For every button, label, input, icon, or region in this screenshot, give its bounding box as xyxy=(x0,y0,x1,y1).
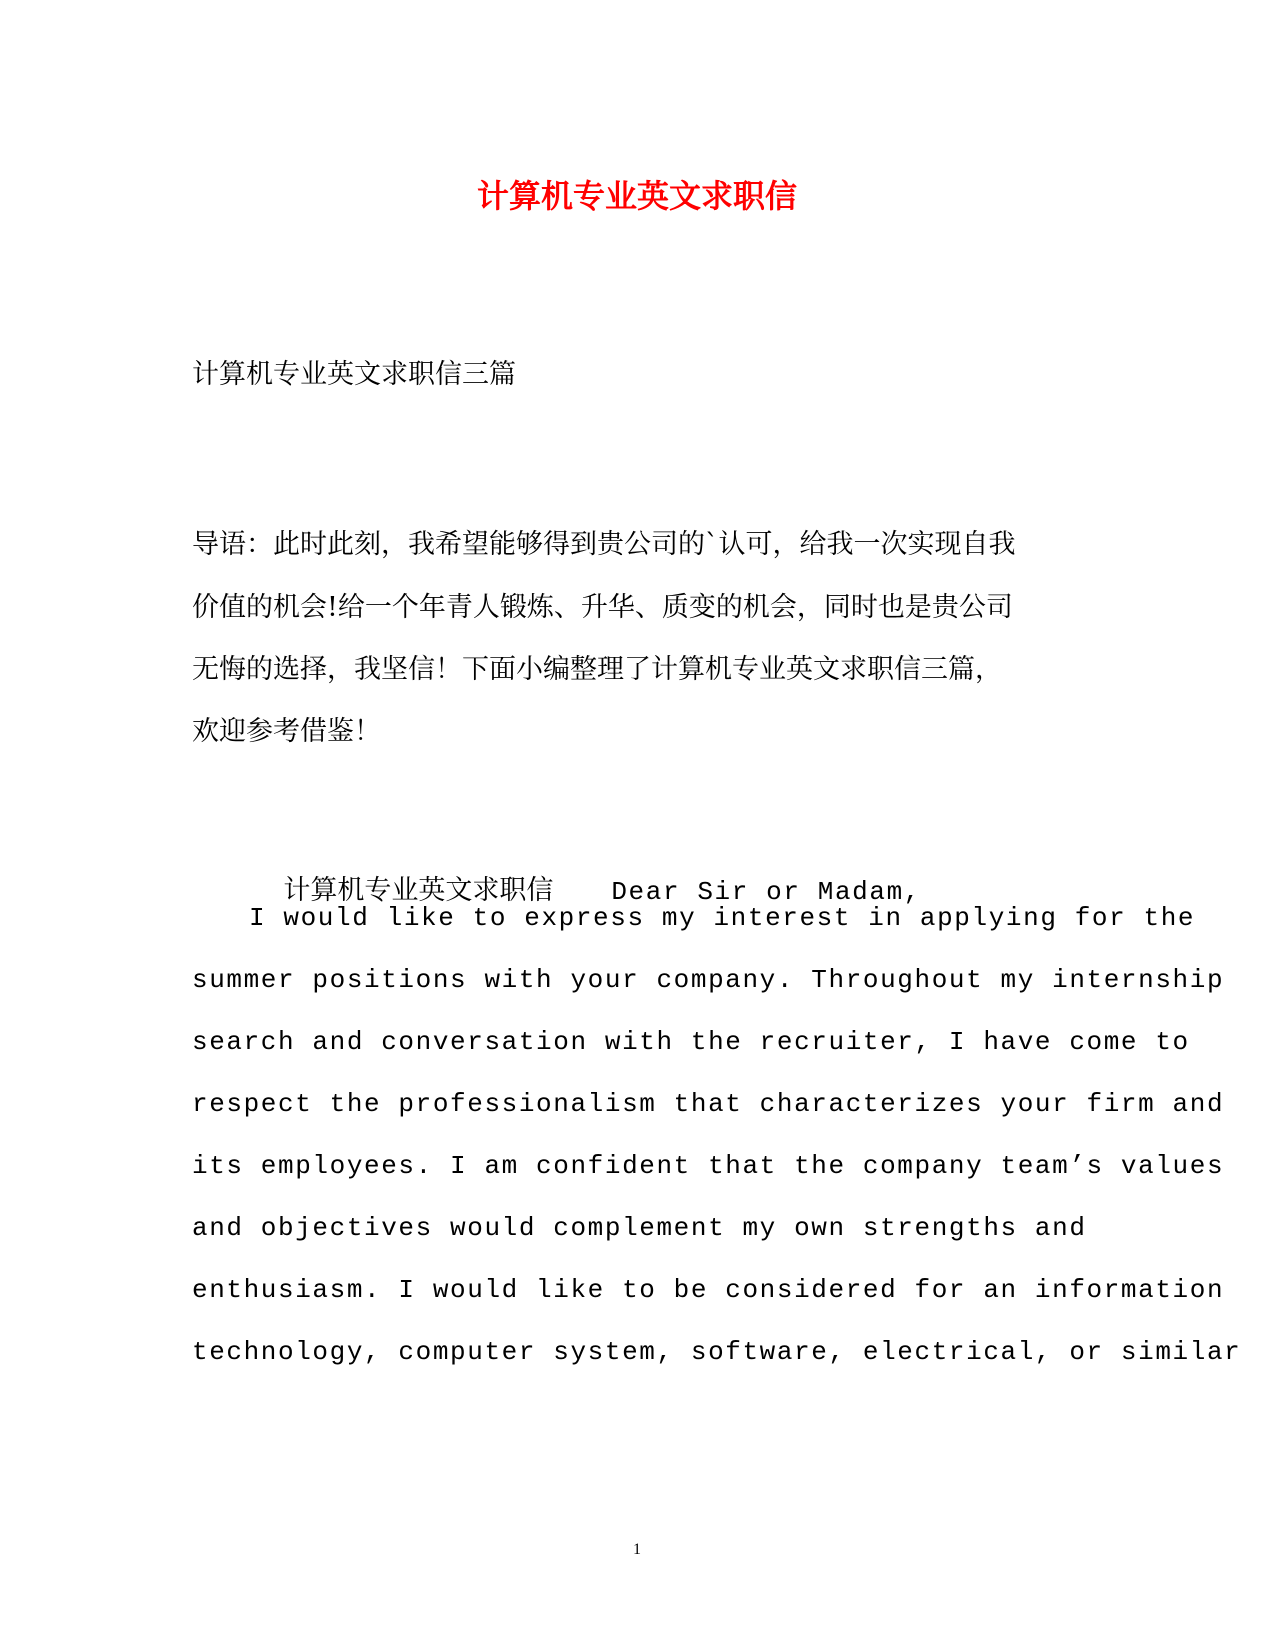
body-line: and objectives would complement my own strengths and xyxy=(192,1213,1087,1243)
body-line: its employees. I am confident that the company team’s values xyxy=(192,1151,1225,1181)
document-title: 计算机专业英文求职信 xyxy=(476,177,797,215)
intro-line: 无悔的选择，我坚信！下面小编整理了计算机专业英文求职信三篇， xyxy=(192,654,1002,685)
body-line: I would like to express my interest in applying for the xyxy=(249,903,1196,933)
salutation: Dear Sir or Madam, xyxy=(611,877,921,907)
body-line: technology, computer system, software, electrical, or similar xyxy=(192,1337,1242,1367)
page-number: 1 xyxy=(633,1541,641,1558)
body-line: search and conversation with the recruiter, I have come to xyxy=(192,1027,1190,1057)
intro-line: 欢迎参考借鉴！ xyxy=(192,716,381,747)
document-subtitle: 计算机专业英文求职信三篇 xyxy=(192,359,516,390)
body-line: enthusiasm. I would like to be considered for an information xyxy=(192,1275,1225,1305)
body-line: summer positions with your company. Throughout my internship xyxy=(192,965,1225,995)
letter-heading: 计算机专业英文求职信 xyxy=(283,875,554,906)
intro-line: 导语：此时此刻，我希望能够得到贵公司的`认可，给我一次实现自我 xyxy=(192,529,1016,560)
intro-line: 价值的机会!给一个年青人锻炼、升华、质变的机会，同时也是贵公司 xyxy=(192,592,1013,623)
body-line: respect the professionalism that characterizes your firm and xyxy=(192,1089,1225,1119)
